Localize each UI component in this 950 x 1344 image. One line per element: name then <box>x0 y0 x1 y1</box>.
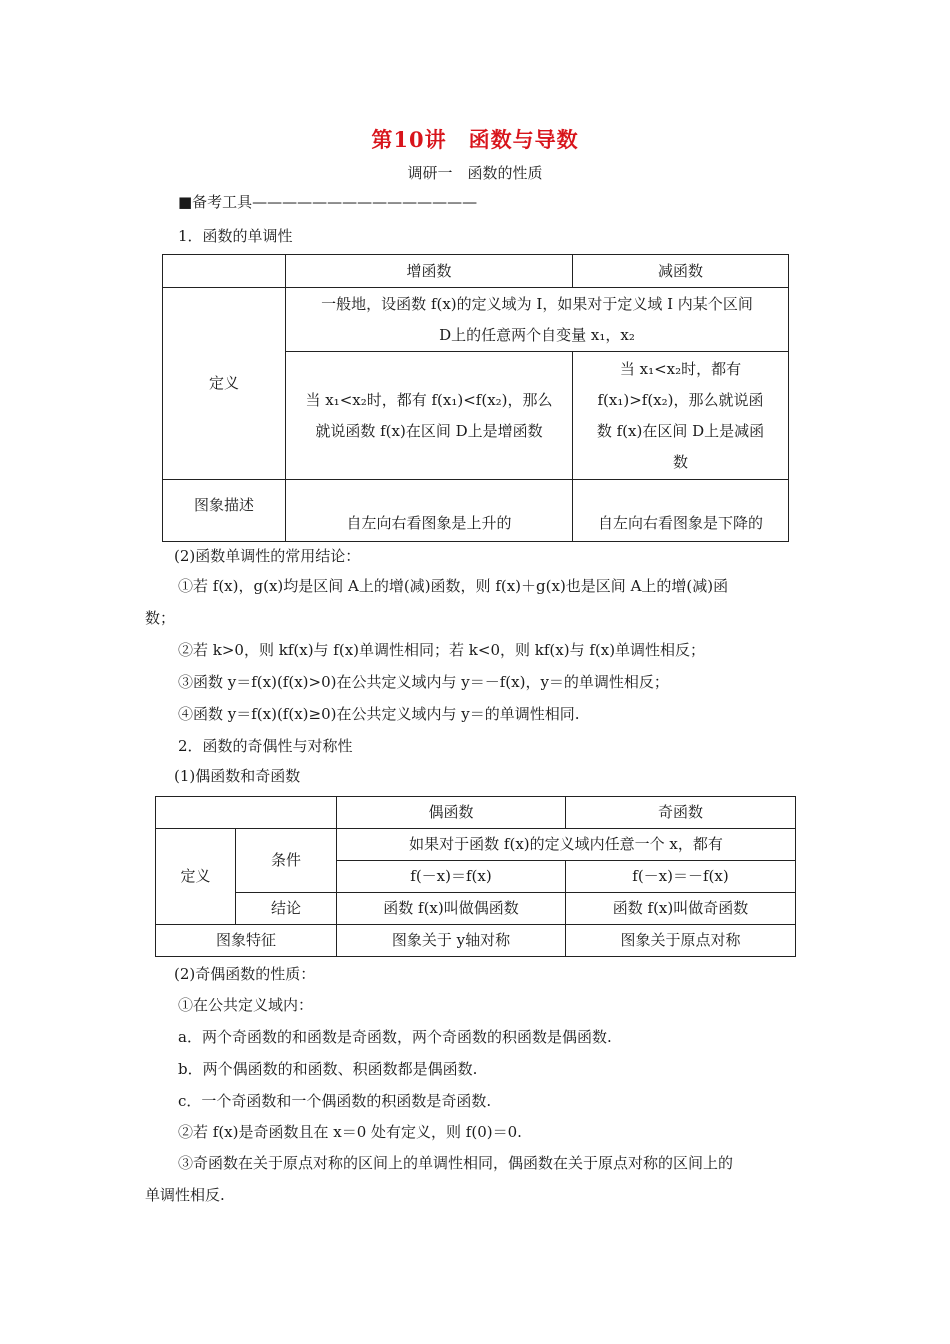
decreasing-definition-line3: 数 f(x)在区间 D上是减函 <box>596 421 765 440</box>
even-condition: f(－x)＝f(x) <box>337 861 566 893</box>
table-header-increasing: 增函数 <box>286 255 573 288</box>
definition-shared-cell <box>286 288 789 352</box>
row-label-definition: 定义 <box>163 288 286 480</box>
page-subtitle: 调研一 函数的性质 <box>407 164 543 182</box>
section-header: ■备考工具——————————————— <box>178 193 478 211</box>
property-item-b: b．两个偶函数的和函数、积函数都是偶函数. <box>178 1060 478 1078</box>
property-item-c: c．一个奇函数和一个偶函数的积函数是奇函数. <box>178 1092 492 1110</box>
decreasing-graph-description: 自左向右看图象是下降的 <box>573 480 789 542</box>
conclusion-item-1-cont: 数； <box>145 609 176 627</box>
conclusion-item-4: ④函数 y＝f(x)(f(x)≥0)在公共定义域内与 y＝的单调性相同. <box>178 705 580 723</box>
definition-shared-line2: D上的任意两个自变量 x₁，x₂ <box>439 325 635 344</box>
page-title: 第10讲 函数与导数 <box>371 127 579 152</box>
decreasing-definition-line1: 当 x₁<x₂时，都有 <box>619 359 742 378</box>
monotonicity-conclusions-heading: (2)函数单调性的常用结论： <box>174 547 361 565</box>
conclusion-item-3: ③函数 y＝f(x)(f(x)>0)在公共定义域内与 y＝－f(x)，y＝的单调性相反； <box>178 673 669 691</box>
conclusion-item-1: ①若 f(x)，g(x)均是区间 A上的增(减)函数，则 f(x)＋g(x)也是区间 A上的增(减)函 <box>178 577 729 595</box>
odd-condition: f(－x)＝－f(x) <box>566 861 796 893</box>
property-item-3-cont: 单调性相反. <box>145 1186 225 1204</box>
row-label-condition: 条件 <box>236 829 337 893</box>
decreasing-definition-line2: f(x₁)>f(x₂)，那么就说函 <box>597 390 764 409</box>
section-2-heading: 2．函数的奇偶性与对称性 <box>178 737 353 755</box>
row-label-graph: 图象特征 <box>156 925 337 957</box>
property-item-3: ③奇函数在关于原点对称的区间上的单调性相同，偶函数在关于原点对称的区间上的 <box>178 1154 734 1172</box>
monotonicity-table <box>162 254 789 542</box>
row-label-graph: 图象描述 <box>163 480 286 542</box>
row-label-definition: 定义 <box>156 829 236 925</box>
definition-shared-line1: 一般地，设函数 f(x)的定义域为 I，如果对于定义域 I 内某个区间 <box>321 294 753 313</box>
property-item-a: a．两个奇函数的和函数是奇函数，两个奇函数的积函数是偶函数. <box>178 1028 612 1046</box>
table-header-blank <box>156 797 337 829</box>
decreasing-definition-line4: 数 <box>672 452 688 471</box>
increasing-definition-line1: 当 x₁<x₂时，都有 f(x₁)<f(x₂)，那么 <box>305 390 553 409</box>
table-header-even: 偶函数 <box>337 797 566 829</box>
even-conclusion: 函数 f(x)叫做偶函数 <box>337 893 566 925</box>
table-header-odd: 奇函数 <box>566 797 796 829</box>
even-graph-feature: 图象关于 y轴对称 <box>337 925 566 957</box>
increasing-definition-cell <box>286 352 573 480</box>
parity-table <box>155 796 796 957</box>
conclusion-item-2: ②若 k>0，则 kf(x)与 f(x)单调性相同；若 k<0，则 kf(x)与 f(x)单调性相反； <box>178 641 706 659</box>
table-header-decreasing: 减函数 <box>573 255 789 288</box>
property-item-2: ②若 f(x)是奇函数且在 x＝0 处有定义，则 f(0)＝0. <box>178 1123 522 1141</box>
section-1-heading: 1．函数的单调性 <box>178 227 293 245</box>
section-2-subheading: (1)偶函数和奇函数 <box>174 767 301 785</box>
decreasing-definition-cell <box>573 352 789 480</box>
odd-graph-feature: 图象关于原点对称 <box>566 925 796 957</box>
property-item-1: ①在公共定义域内： <box>178 996 314 1014</box>
row-label-conclusion: 结论 <box>236 893 337 925</box>
increasing-definition-line2: 就说函数 f(x)在区间 D上是增函数 <box>315 421 543 440</box>
parity-properties-heading: (2)奇偶函数的性质： <box>174 965 316 983</box>
condition-shared-cell: 如果对于函数 f(x)的定义域内任意一个 x，都有 <box>337 829 796 861</box>
increasing-graph-description: 自左向右看图象是上升的 <box>286 480 573 542</box>
odd-conclusion: 函数 f(x)叫做奇函数 <box>566 893 796 925</box>
table-header-blank <box>163 255 286 288</box>
